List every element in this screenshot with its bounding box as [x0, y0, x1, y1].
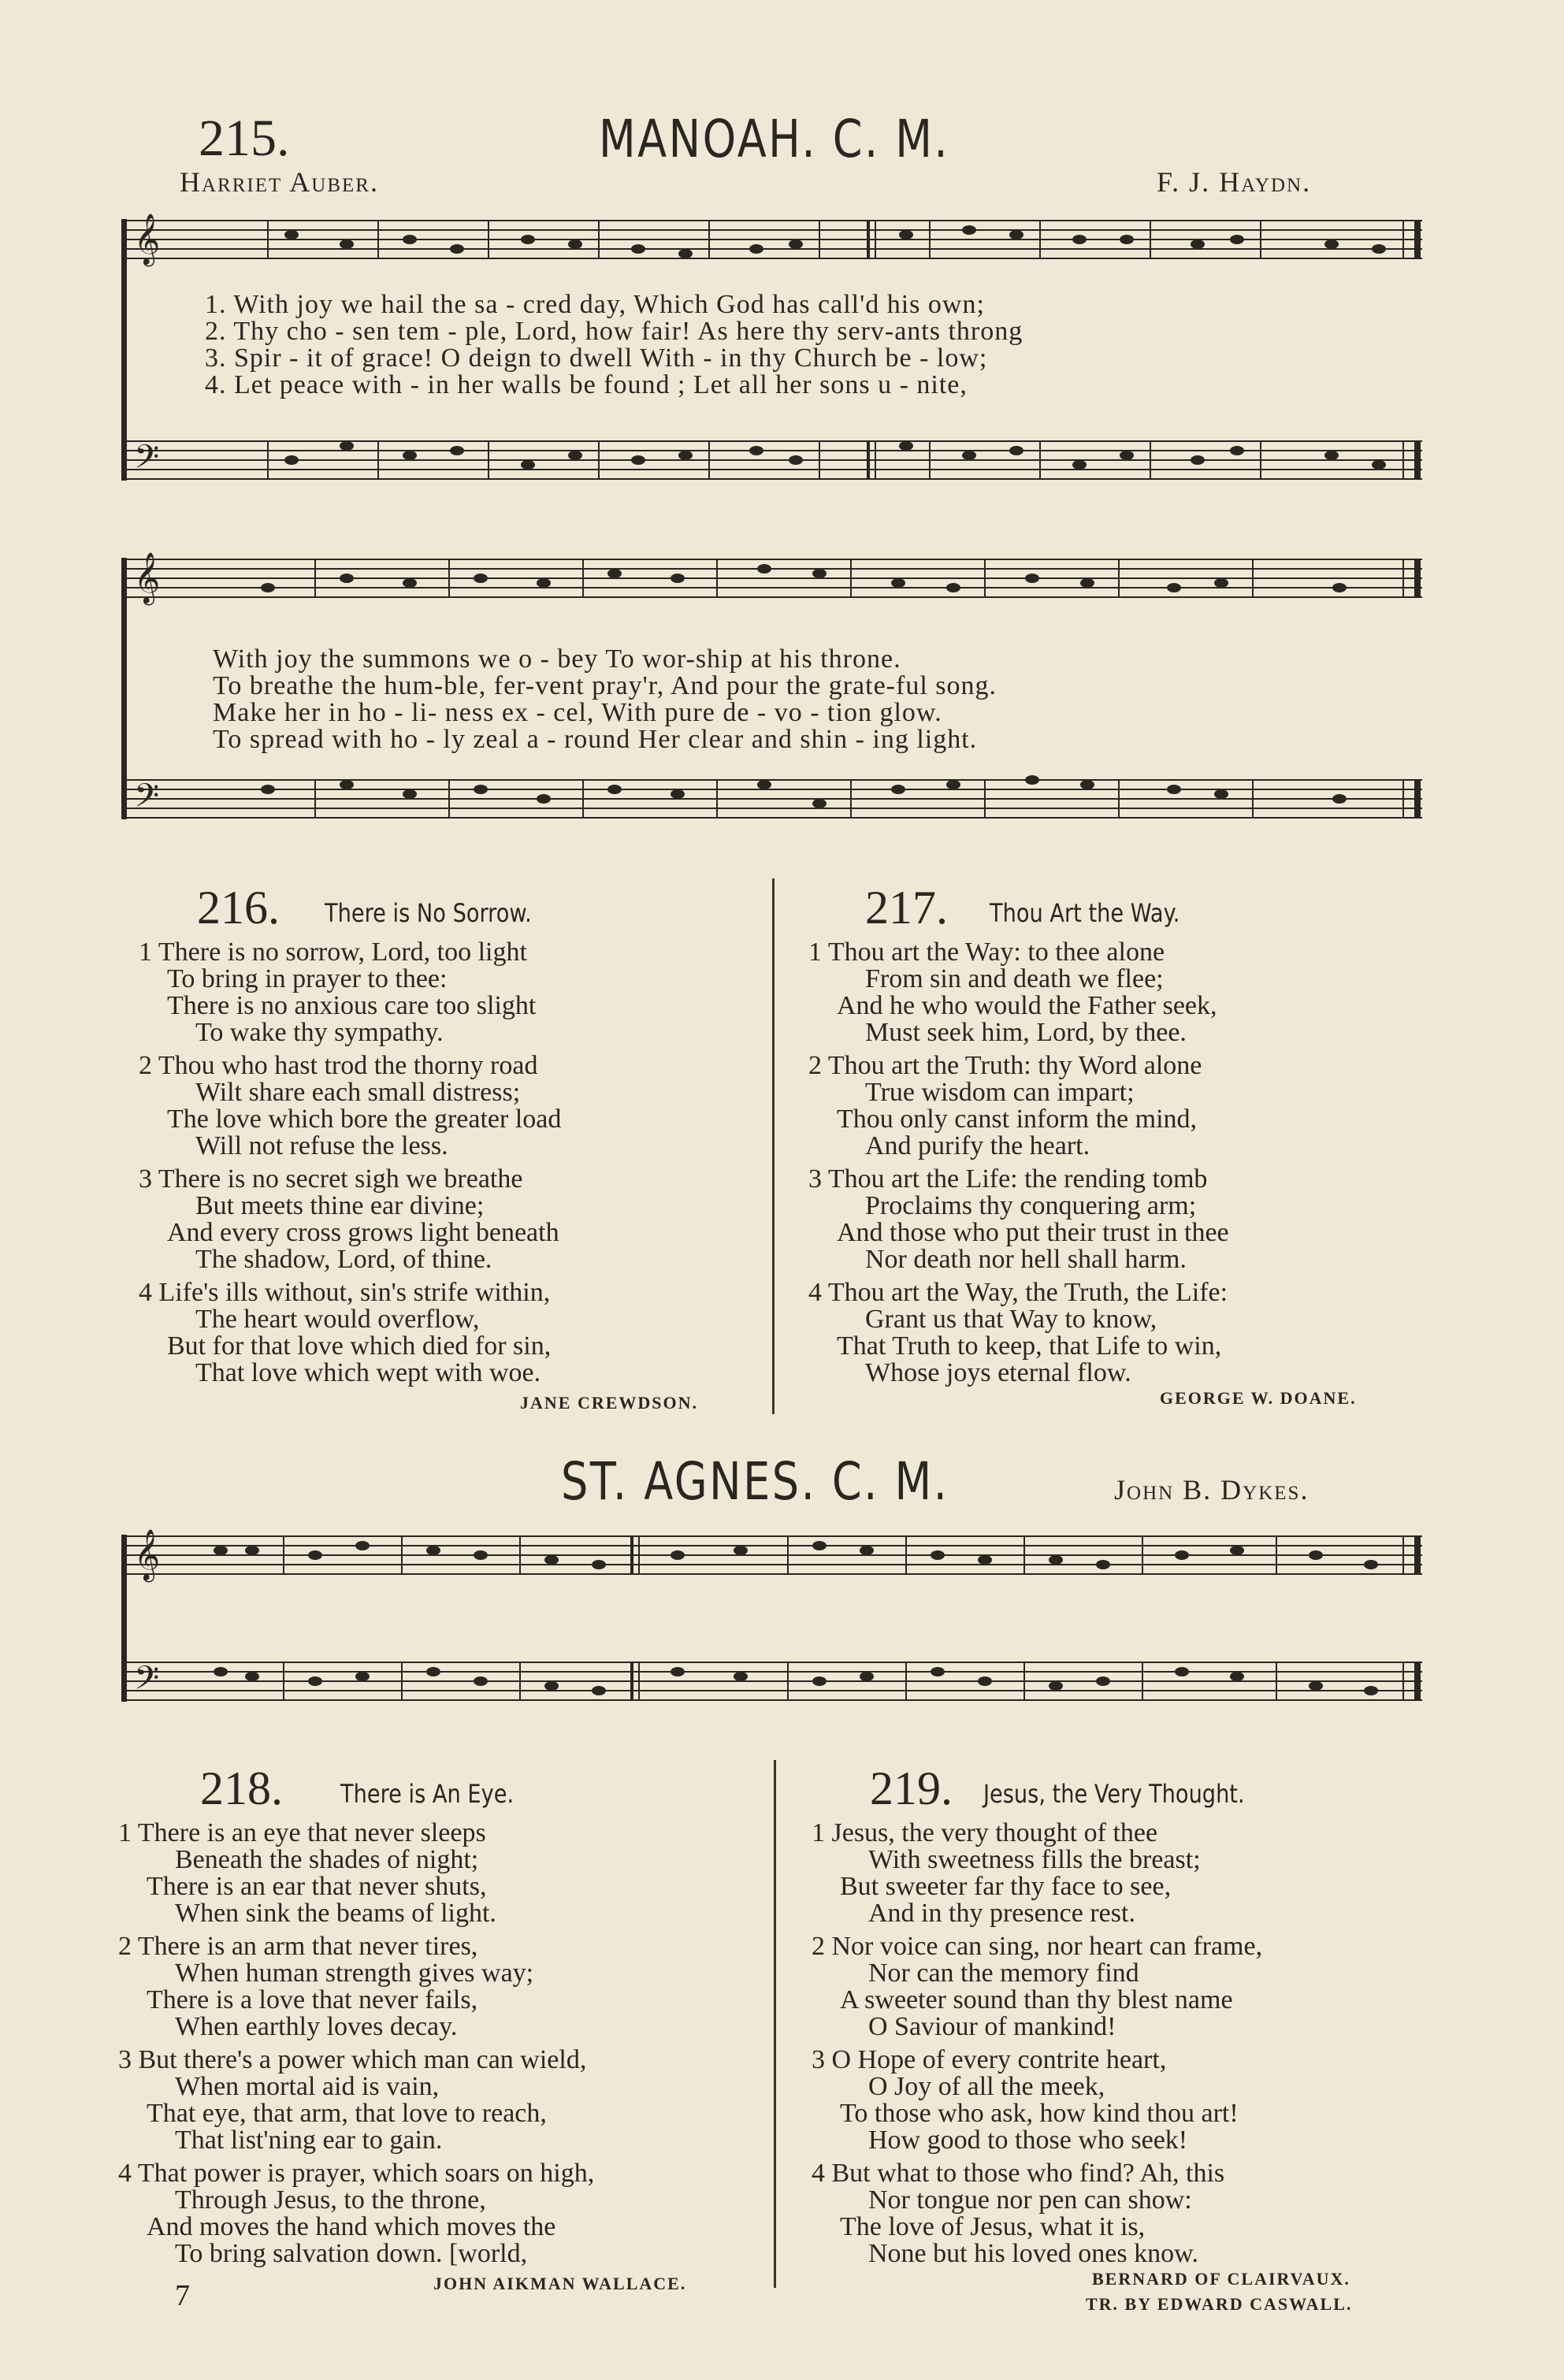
credit-john-aikman-wallace: JOHN AIKMAN WALLACE. [433, 2274, 687, 2293]
hymn219-text [812, 1820, 1262, 2267]
poem-title-217: Thou Art the Way. [990, 898, 1180, 928]
stanza-line: And every cross grows light beneath [167, 1218, 559, 1247]
hymn218-text [118, 1820, 594, 2267]
column-divider [772, 878, 775, 1414]
stanza-line: There is an ear that never shuts, [147, 1872, 487, 1901]
stanza-line: But sweeter far thy face to see, [840, 1872, 1172, 1901]
stanza-line: There is a love that never fails, [147, 1985, 478, 2014]
stanza-line: 1 Thou art the Way: to thee alone [808, 938, 1165, 967]
svg-text:𝄞: 𝄞 [134, 1529, 161, 1580]
stanza-line: 2 There is an arm that never tires, [118, 1932, 478, 1961]
lyric-line: To breathe the hum-ble, fer-vent pray'r, And pour the grate-ful song. [213, 671, 997, 700]
stanza-line: Beneath the shades of night; [175, 1845, 479, 1874]
st-agnes-music-staff [110, 1528, 1434, 1749]
stanza-line: Nor death nor hell shall harm. [865, 1245, 1187, 1274]
stanza-line: 3 Thou art the Life: the rending tomb [808, 1164, 1208, 1194]
stanza-line: Will not refuse the less. [195, 1131, 448, 1160]
credit-edward-caswall: TR. BY EDWARD CASWALL. [1086, 2294, 1353, 2314]
hymn-number-218: 218. [200, 1762, 283, 1814]
stanza-line: Through Jesus, to the throne, [175, 2185, 486, 2215]
svg-text:𝄞: 𝄞 [134, 213, 161, 265]
stanza-line: 4 But what to those who find? Ah, this [812, 2159, 1225, 2188]
stanza-line: And in thy presence rest. [868, 1899, 1135, 1928]
stanza-line: And moves the hand which moves the [147, 2212, 556, 2241]
lyric-line: Make her in ho - li- ness ex - cel, With pure de - vo - tion glow. [213, 698, 942, 727]
stanza-line: 4 That power is prayer, which soars on high, [118, 2159, 595, 2188]
stanza-line: 4 Thou art the Way, the Truth, the Life: [808, 1278, 1228, 1307]
author-harriet-auber: Harriet Auber. [180, 166, 379, 198]
stanza-line: That love which wept with woe. [195, 1358, 541, 1387]
stanza-line: When earthly loves decay. [175, 2012, 458, 2041]
stanza-line: 3 But there's a power which man can wield, [118, 2045, 587, 2074]
hymn-number-216: 216. [197, 882, 280, 934]
stanza-line: Thou only canst inform the mind, [837, 1105, 1198, 1134]
stanza-line: Grant us that Way to know, [865, 1305, 1157, 1334]
stanza-line: Nor can the memory find [868, 1959, 1139, 1988]
stanza-line: When human strength gives way; [175, 1959, 534, 1988]
svg-text:𝄞: 𝄞 [134, 552, 161, 603]
svg-text:𝄢: 𝄢 [134, 777, 160, 822]
stanza-line: To wake thy sympathy. [195, 1018, 444, 1047]
lyric-line: 1. With joy we hail the sa - cred day, Which God has call'd his own; [205, 290, 985, 319]
hymn217-text [808, 939, 1229, 1387]
poem-title-216: There is No Sorrow. [325, 898, 532, 928]
svg-text:𝄢: 𝄢 [134, 1659, 160, 1705]
hymn-number-217: 217. [865, 882, 948, 934]
composer-dykes: John B. Dykes. [1114, 1474, 1310, 1506]
stanza-line: Wilt share each small distress; [195, 1078, 521, 1107]
stanza-line: O Joy of all the meek, [868, 2072, 1105, 2101]
lyric-line: To spread with ho - ly zeal a - round Her clear and shin - ing light. [213, 725, 978, 754]
stanza-line: To those who ask, how kind thou art! [840, 2099, 1239, 2128]
tune-title-manoah: MANOAH. C. M. [599, 109, 950, 169]
stanza-line: And those who put their trust in thee [837, 1218, 1229, 1247]
poem-title-219: Jesus, the Very Thought. [983, 1779, 1245, 1809]
lyric-line: With joy the summons we o - bey To wor-ship at his throne. [213, 644, 901, 674]
credit-bernard-of-clairvaux: BERNARD OF CLAIRVAUX. [1092, 2269, 1350, 2289]
stanza-line: How good to those who seek! [868, 2126, 1188, 2155]
stanza-line: When sink the beams of light. [175, 1899, 496, 1928]
lyric-line: 3. Spir - it of grace! O deign to dwell With - in thy Church be - low; [205, 343, 988, 373]
stanza-line: True wisdom can impart; [865, 1078, 1135, 1107]
stanza-line: But for that love which died for sin, [167, 1331, 552, 1361]
stanza-line: And purify the heart. [865, 1131, 1090, 1160]
hymn-number-219: 219. [870, 1762, 953, 1814]
tune-title-st-agnes: ST. AGNES. C. M. [561, 1451, 949, 1512]
stanza-line: Proclaims thy conquering arm; [865, 1191, 1197, 1220]
stanza-line: That eye, that arm, that love to reach, [147, 2099, 547, 2128]
stanza-line: 1 There is an eye that never sleeps [118, 1818, 486, 1847]
stanza-line: A sweeter sound than thy blest name [840, 1985, 1233, 2014]
stanza-line: To bring in prayer to thee: [167, 964, 448, 993]
stanza-line: O Saviour of mankind! [868, 2012, 1116, 2041]
stanza-line: From sin and death we flee; [865, 964, 1164, 993]
stanza-line: That list'ning ear to gain. [175, 2126, 443, 2155]
poem-title-218: There is An Eye. [340, 1779, 515, 1809]
stanza-line: 1 Jesus, the very thought of thee [812, 1818, 1158, 1847]
stanza-line: The love of Jesus, what it is, [840, 2212, 1146, 2241]
stanza-line: But meets thine ear divine; [195, 1191, 485, 1220]
stanza-line: 3 There is no secret sigh we breathe [139, 1164, 523, 1194]
manoah-lyrics-bottom [213, 646, 997, 753]
stanza-line: 2 Thou who hast trod the thorny road [139, 1051, 538, 1080]
stanza-line: 3 O Hope of every contrite heart, [812, 2045, 1167, 2074]
stanza-line: To bring salvation down. [world, [175, 2239, 528, 2268]
hymn216-text [139, 939, 561, 1387]
lyric-line: 2. Thy cho - sen tem - ple, Lord, how fair! As here thy serv-ants throng [205, 317, 1023, 346]
stanza-line: 2 Nor voice can sing, nor heart can frame, [812, 1932, 1263, 1961]
stanza-line: Nor tongue nor pen can show: [868, 2185, 1192, 2215]
stanza-line: The shadow, Lord, of thine. [195, 1245, 492, 1274]
lyric-line: 4. Let peace with - in her walls be found ; Let all her sons u - nite, [205, 370, 968, 399]
manoah-lyrics-top [205, 291, 1023, 399]
stanza-line: There is no anxious care too slight [167, 991, 537, 1020]
stanza-line: The love which bore the greater load [167, 1105, 562, 1134]
stanza-line: When mortal aid is vain, [175, 2072, 440, 2101]
column-divider [774, 1760, 776, 2288]
stanza-line: Must seek him, Lord, by thee. [865, 1018, 1187, 1047]
credit-george-doane: GEORGE W. DOANE. [1160, 1388, 1357, 1408]
stanza-line: 2 Thou art the Truth: thy Word alone [808, 1051, 1202, 1080]
composer-haydn: F. J. Haydn. [1157, 166, 1312, 198]
stanza-line: 1 There is no sorrow, Lord, too light [139, 938, 527, 967]
stanza-line: That Truth to keep, that Life to win, [837, 1331, 1222, 1361]
stanza-line: The heart would overflow, [195, 1305, 480, 1334]
stanza-line: With sweetness fills the breast; [868, 1845, 1201, 1874]
svg-text:𝄢: 𝄢 [134, 438, 160, 484]
stanza-line: Whose joys eternal flow. [865, 1358, 1131, 1387]
page-number: 7 [175, 2279, 190, 2312]
credit-jane-crewdson: JANE CREWDSON. [520, 1393, 699, 1413]
stanza-line: 4 Life's ills without, sin's strife within, [139, 1278, 551, 1307]
stanza-line: None but his loved ones know. [868, 2239, 1198, 2268]
hymn-number-215: 215. [199, 110, 290, 167]
stanza-line: And he who would the Father seek, [837, 991, 1217, 1020]
